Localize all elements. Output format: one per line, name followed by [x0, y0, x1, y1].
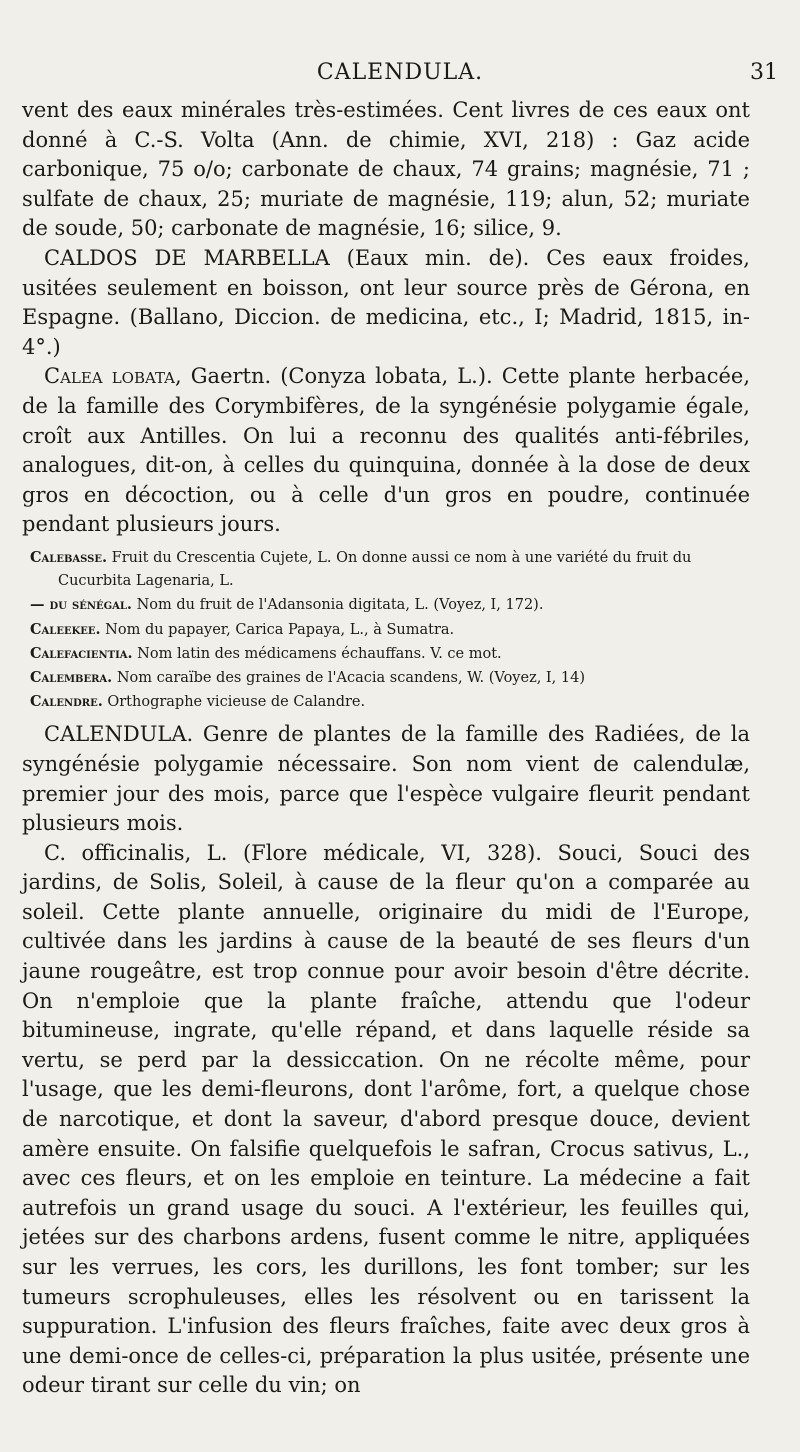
entry-body: . Genre de plantes de la famille des Radiées, de la syngénésie polygamie nécessaire. Son nom vient de calendulæ, premier jour des mois, parce que l'espèce vulgaire fleurit pendant plusieurs mois. [22, 722, 750, 836]
entry-head: Calebasse. [30, 548, 108, 566]
entry-head: Calembera. [30, 668, 113, 686]
running-title: CALENDULA. [316, 60, 484, 85]
entry-calendula-officinalis: C. officinalis, L. (Flore médicale, VI, 328). Souci, Souci des jardins, de Solis, Soleil, à cause de la fleur qu'on a comparée au soleil. Cette plante annuelle, originaire du midi de l'Europe, cultivée dans les jardins à cause de la beauté de ses fleurs d'un jaune rougeâtre, est trop connue pour avoir besoin d'être décrite. On n'emploie que la plante fraîche, attendu que l'odeur bitumineuse, ingrate, qu'elle répand, et dans laquelle réside sa vertu, se perd par la dessiccation. On ne récolte même, pour l'usage, que les demi-fleurons, dont l'arôme, fort, a quelque chose de narcotique, et dont la saveur, d'abord presque douce, devient amère ensuite. On falsifie quelquefois le safran, Crocus sativus, L., avec ces fleurs, et on les emploie en teinture. La médecine a fait autrefois un grand usage du souci. A l'extérieur, les feuilles qui, jetées sur des charbons ardens, fusent comme le nitre, appliquées sur les verrues, les cors, les durillons, les font tomber; sur les tumeurs scrophuleuses, elles les résolvent ou en tarissent la suppuration. L'infusion des fleurs fraîches, faite avec deux gros à une demi-once de celles-ci, préparation la plus usitée, présente une odeur tirant sur celle du vin; on [22, 840, 750, 1398]
page-number: 31 [750, 60, 778, 85]
entry-calendre [22, 690, 750, 714]
entry-calendula [22, 720, 750, 838]
page-header [22, 58, 778, 92]
entry-head: Calendre. [30, 693, 103, 711]
entry-body: Nom caraïbe des graines de l'Acacia scandens, W. (Voyez, I, 14) [112, 669, 585, 686]
entry-calea-lobata [22, 362, 750, 540]
entry-head: — du sénégal. [30, 596, 132, 614]
entry-body: Fruit du Crescentia Cujete, L. On donne aussi ce nom à une variété du fruit du Cucurbita Lagenaria, L. [58, 549, 692, 590]
entry-head: CALDOS DE MARBELLA [44, 245, 330, 270]
entry-body: Nom du fruit de l'Adansonia digitata, L. (Voyez, I, 172). [131, 597, 544, 614]
entry-senegal [22, 593, 750, 617]
entry-caldos-de-marbella [22, 244, 750, 362]
small-entries [22, 546, 750, 714]
entry-body: Nom latin des médicamens échauffans. V. ce mot. [132, 645, 502, 662]
body-text [22, 96, 750, 1401]
entry-head: Calea lobata [44, 364, 176, 389]
entry-calembera [22, 666, 750, 690]
entry-body: , Gaertn. (Conyza lobata, L.). Cette plante herbacée, de la famille des Corymbifères, de la syngénésie polygamie égale, croît aux Antilles. On lui a reconnu des qualités anti-fébriles, analogues, dit-on, à celles du quinquina, donnée à la dose de deux gros en décoction, ou à celle d'un gros en poudre, continuée pendant plusieurs jours. [22, 364, 750, 537]
paragraph-continuation: vent des eaux minérales très-estimées. Cent livres de ces eaux ont donné à C.-S. Volta (Ann. de chimie, XVI, 218) : Gaz acide carbonique, 75 o/o; carbonate de chaux, 74 grains; magnésie, 71 ; sulfate de chaux, 25; muriate de magnésie, 119; alun, 52; muriate de soude, 50; carbonate de magnésie, 16; silice, 9. [22, 98, 750, 241]
entry-calebasse [22, 546, 750, 593]
entry-head: Caleekee. [30, 620, 101, 638]
entry-body: Orthographe vicieuse de Calandre. [102, 694, 366, 711]
entry-head: CALENDULA [44, 722, 187, 747]
entry-body: (Eaux min. de). Ces eaux froides, usitées seulement en boisson, ont leur source près de Gérona, en Espagne. (Ballano, Diccion. de medicina, etc., I; Madrid, 1815, in-4°.) [22, 245, 750, 359]
entry-head: Calefacientia. [30, 644, 133, 662]
entry-calefacientia [22, 642, 750, 666]
entry-body: Nom du papayer, Carica Papaya, L., à Sumatra. [100, 621, 455, 638]
entry-caleekee [22, 618, 750, 642]
